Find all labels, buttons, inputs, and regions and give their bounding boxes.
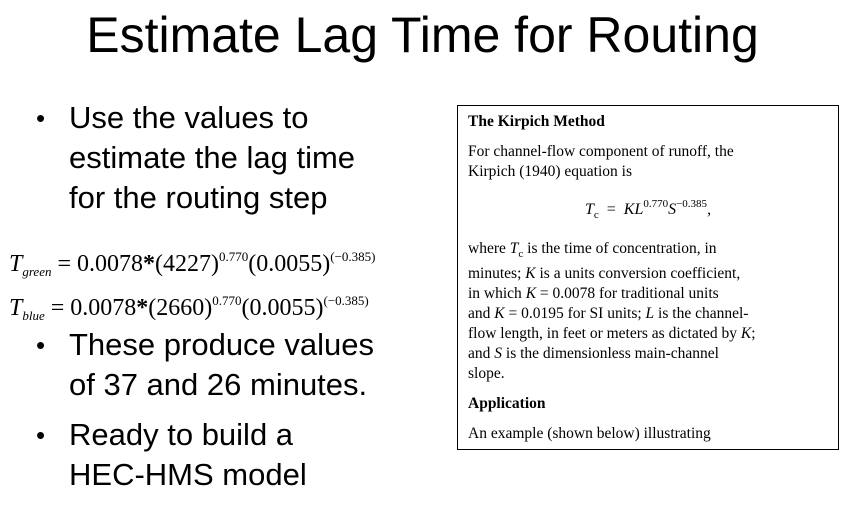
var-l: L: [645, 305, 655, 322]
text-run: and: [468, 305, 495, 322]
excerpt-intro: [468, 142, 828, 182]
formula-trailing: ,: [707, 201, 712, 218]
eq-subscript: green: [22, 264, 52, 279]
eq-equals: =: [57, 251, 72, 277]
formula-s: S: [668, 201, 677, 218]
kirpich-formula: [468, 194, 828, 225]
excerpt-line: Kirpich (1940) equation is: [468, 163, 633, 180]
bullet-line: estimate the lag time: [69, 140, 356, 175]
application-text: An example (shown below) illustrating: [468, 425, 711, 442]
text-run: is the dimensionless main-channel: [502, 345, 719, 362]
bullet-marker: •: [36, 420, 46, 450]
text-run: in which: [468, 285, 526, 302]
formula-lhs: T: [584, 201, 594, 218]
slide-title: Estimate Lag Time for Routing: [86, 7, 759, 63]
eq-slope: (0.0055): [248, 251, 331, 277]
eq-subscript: blue: [22, 308, 45, 323]
eq-symbol: T: [9, 251, 23, 277]
eq-length: (4227): [155, 251, 220, 277]
bullet-text: [69, 325, 374, 405]
eq-coefficient: 0.0078: [70, 295, 137, 321]
bullet-use-values: [36, 98, 355, 218]
eq-slope-exponent: (−0.385): [330, 249, 376, 264]
var-k: K: [525, 265, 536, 282]
bullet-line: These produce values: [69, 327, 375, 362]
var-t: T: [509, 240, 519, 257]
var-k: K: [740, 325, 752, 342]
eq-slope: (0.0055): [241, 295, 324, 321]
bullet-marker: •: [36, 103, 46, 133]
bullet-line: Use the values to: [69, 100, 309, 135]
eq-length-exponent: 0.770: [212, 293, 242, 308]
text-run: minutes;: [468, 265, 526, 282]
bullet-values-produced: [36, 325, 374, 405]
bullet-line: HEC-HMS model: [69, 457, 307, 492]
excerpt-definitions: [468, 239, 828, 384]
text-run: slope.: [468, 365, 505, 382]
eq-slope-exponent: (−0.385): [323, 293, 369, 308]
excerpt-line: For channel-flow component of runoff, the: [468, 143, 734, 160]
text-run: is the channel-: [654, 305, 749, 322]
formula-s-exponent: −0.385: [676, 198, 708, 210]
eq-operator: *: [143, 251, 156, 277]
text-run: and: [468, 345, 495, 362]
bullet-line: for the routing step: [69, 180, 328, 215]
text-run: is the time of concentration, in: [523, 240, 717, 257]
text-run: is a units conversion coefficient,: [535, 265, 741, 282]
var-t-sub: c: [518, 248, 524, 260]
var-k: K: [525, 285, 537, 302]
bullet-ready-to-build: [36, 415, 307, 495]
text-run: where: [468, 240, 510, 257]
bullet-text: [69, 98, 355, 218]
eq-equals: =: [50, 295, 65, 321]
formula-kl: KL: [623, 201, 644, 218]
text-run: = 0.0195 for SI units;: [504, 305, 646, 322]
application-heading: Application: [468, 395, 546, 412]
kirpich-method-excerpt: [457, 105, 839, 450]
bullet-text: [69, 415, 307, 495]
eq-length-exponent: 0.770: [219, 249, 249, 264]
bullet-line: of 37 and 26 minutes.: [69, 367, 368, 402]
formula-equals: =: [606, 201, 616, 218]
eq-coefficient: 0.0078: [77, 251, 144, 277]
eq-length: (2660): [148, 295, 213, 321]
bullet-marker: •: [36, 330, 46, 360]
text-run: flow length, in feet or meters as dictated by: [468, 325, 741, 342]
formula-l-exponent: 0.770: [643, 198, 669, 210]
var-k: K: [494, 305, 505, 322]
text-run: = 0.0078 for traditional units: [536, 285, 719, 302]
eq-symbol: T: [9, 295, 23, 321]
formula-lhs-sub: c: [593, 209, 599, 221]
excerpt-heading: The Kirpich Method: [468, 113, 605, 130]
eq-operator: *: [136, 295, 149, 321]
equation-t-green: [9, 242, 376, 287]
var-s: S: [494, 345, 503, 362]
text-run: ;: [751, 325, 756, 342]
bullet-line: Ready to build a: [69, 417, 294, 452]
